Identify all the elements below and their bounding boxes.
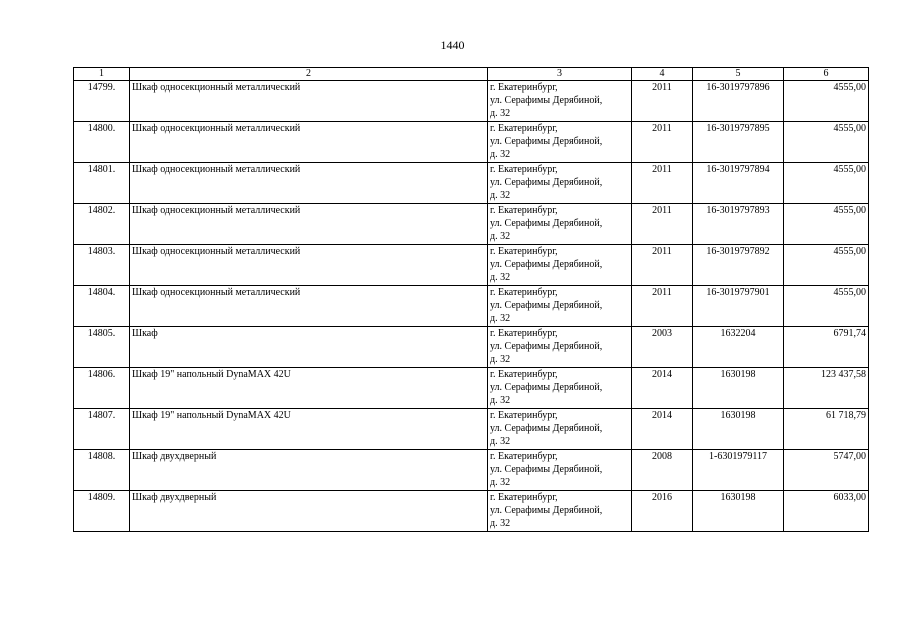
table-row [74, 368, 869, 409]
year-cell: 2011 [632, 81, 693, 122]
cost-cell: 4555,00 [784, 204, 869, 245]
address-line: г. Екатеринбург, [490, 492, 558, 503]
address-cell [488, 450, 632, 491]
row-number-cell: 14800. [74, 122, 130, 163]
table-row [74, 286, 869, 327]
inventory-number-cell: 1-6301979117 [693, 450, 784, 491]
address-line: д. 32 [490, 518, 511, 529]
address-line: г. Екатеринбург, [490, 123, 558, 134]
address-cell [488, 409, 632, 450]
item-name-cell: Шкаф односекционный металлический [130, 286, 488, 327]
address-line: г. Екатеринбург, [490, 451, 558, 462]
table-row [74, 204, 869, 245]
year-cell: 2016 [632, 491, 693, 532]
table-row [74, 122, 869, 163]
address-cell [488, 368, 632, 409]
inventory-number-cell: 16-3019797896 [693, 81, 784, 122]
address-line: ул. Серафимы Дерябиной, [490, 259, 603, 270]
table-row [74, 327, 869, 368]
year-cell: 2011 [632, 163, 693, 204]
column-header-3: 3 [488, 68, 632, 81]
address-line: ул. Серафимы Дерябиной, [490, 505, 603, 516]
address-line: д. 32 [490, 395, 511, 406]
row-number-cell: 14805. [74, 327, 130, 368]
table-row [74, 491, 869, 532]
cost-cell: 61 718,79 [784, 409, 869, 450]
row-number-cell: 14804. [74, 286, 130, 327]
row-number-cell: 14809. [74, 491, 130, 532]
inventory-number-cell: 16-3019797901 [693, 286, 784, 327]
cost-cell: 6791,74 [784, 327, 869, 368]
table-row [74, 409, 869, 450]
inventory-number-cell: 1630198 [693, 368, 784, 409]
address-line: ул. Серафимы Дерябиной, [490, 177, 603, 188]
table-body [74, 81, 869, 532]
table-row [74, 81, 869, 122]
address-cell [488, 245, 632, 286]
page-number: 1440 [440, 38, 465, 52]
row-number-cell: 14801. [74, 163, 130, 204]
table-header-row [74, 68, 869, 81]
address-line: г. Екатеринбург, [490, 287, 558, 298]
cost-cell: 6033,00 [784, 491, 869, 532]
item-name-cell: Шкаф двухдверный [130, 450, 488, 491]
inventory-number-cell: 1630198 [693, 491, 784, 532]
item-name-cell: Шкаф 19" напольный DynaMAX 42U [130, 409, 488, 450]
address-line: г. Екатеринбург, [490, 246, 558, 257]
address-line: ул. Серафимы Дерябиной, [490, 341, 603, 352]
item-name-cell: Шкаф односекционный металлический [130, 163, 488, 204]
address-line: ул. Серафимы Дерябиной, [490, 136, 603, 147]
item-name-cell: Шкаф односекционный металлический [130, 204, 488, 245]
address-line: ул. Серафимы Дерябиной, [490, 95, 603, 106]
address-line: ул. Серафимы Дерябиной, [490, 382, 603, 393]
address-line: д. 32 [490, 108, 511, 119]
item-name-cell: Шкаф односекционный металлический [130, 245, 488, 286]
table-row [74, 450, 869, 491]
column-header-5: 5 [693, 68, 784, 81]
address-line: д. 32 [490, 313, 511, 324]
year-cell: 2003 [632, 327, 693, 368]
address-line: г. Екатеринбург, [490, 410, 558, 421]
address-line: д. 32 [490, 354, 511, 365]
cost-cell: 4555,00 [784, 122, 869, 163]
year-cell: 2011 [632, 245, 693, 286]
address-line: ул. Серафимы Дерябиной, [490, 218, 603, 229]
inventory-number-cell: 16-3019797894 [693, 163, 784, 204]
address-line: д. 32 [490, 149, 511, 160]
column-header-4: 4 [632, 68, 693, 81]
inventory-number-cell: 1632204 [693, 327, 784, 368]
cost-cell: 123 437,58 [784, 368, 869, 409]
address-cell [488, 81, 632, 122]
item-name-cell: Шкаф односекционный металлический [130, 81, 488, 122]
address-cell [488, 327, 632, 368]
column-header-1: 1 [74, 68, 130, 81]
cost-cell: 5747,00 [784, 450, 869, 491]
address-line: г. Екатеринбург, [490, 82, 558, 93]
address-cell [488, 204, 632, 245]
address-line: д. 32 [490, 436, 511, 447]
address-line: ул. Серафимы Дерябиной, [490, 300, 603, 311]
row-number-cell: 14808. [74, 450, 130, 491]
inventory-number-cell: 16-3019797892 [693, 245, 784, 286]
item-name-cell: Шкаф 19" напольный DynaMAX 42U [130, 368, 488, 409]
address-line: г. Екатеринбург, [490, 164, 558, 175]
address-line: г. Екатеринбург, [490, 328, 558, 339]
column-header-2: 2 [130, 68, 488, 81]
inventory-table [73, 67, 869, 532]
item-name-cell: Шкаф односекционный металлический [130, 122, 488, 163]
table-row [74, 163, 869, 204]
year-cell: 2008 [632, 450, 693, 491]
inventory-number-cell: 1630198 [693, 409, 784, 450]
row-number-cell: 14799. [74, 81, 130, 122]
inventory-number-cell: 16-3019797895 [693, 122, 784, 163]
inventory-number-cell: 16-3019797893 [693, 204, 784, 245]
address-line: г. Екатеринбург, [490, 205, 558, 216]
year-cell: 2014 [632, 409, 693, 450]
address-cell [488, 491, 632, 532]
column-header-6: 6 [784, 68, 869, 81]
address-line: д. 32 [490, 477, 511, 488]
address-line: д. 32 [490, 272, 511, 283]
year-cell: 2011 [632, 204, 693, 245]
year-cell: 2014 [632, 368, 693, 409]
cost-cell: 4555,00 [784, 81, 869, 122]
cost-cell: 4555,00 [784, 163, 869, 204]
row-number-cell: 14803. [74, 245, 130, 286]
row-number-cell: 14806. [74, 368, 130, 409]
address-line: г. Екатеринбург, [490, 369, 558, 380]
address-cell [488, 163, 632, 204]
year-cell: 2011 [632, 122, 693, 163]
cost-cell: 4555,00 [784, 286, 869, 327]
row-number-cell: 14807. [74, 409, 130, 450]
address-line: д. 32 [490, 190, 511, 201]
address-line: ул. Серафимы Дерябиной, [490, 423, 603, 434]
address-cell [488, 122, 632, 163]
address-cell [488, 286, 632, 327]
address-line: д. 32 [490, 231, 511, 242]
row-number-cell: 14802. [74, 204, 130, 245]
year-cell: 2011 [632, 286, 693, 327]
item-name-cell: Шкаф [130, 327, 488, 368]
address-line: ул. Серафимы Дерябиной, [490, 464, 603, 475]
table-row [74, 245, 869, 286]
cost-cell: 4555,00 [784, 245, 869, 286]
item-name-cell: Шкаф двухдверный [130, 491, 488, 532]
